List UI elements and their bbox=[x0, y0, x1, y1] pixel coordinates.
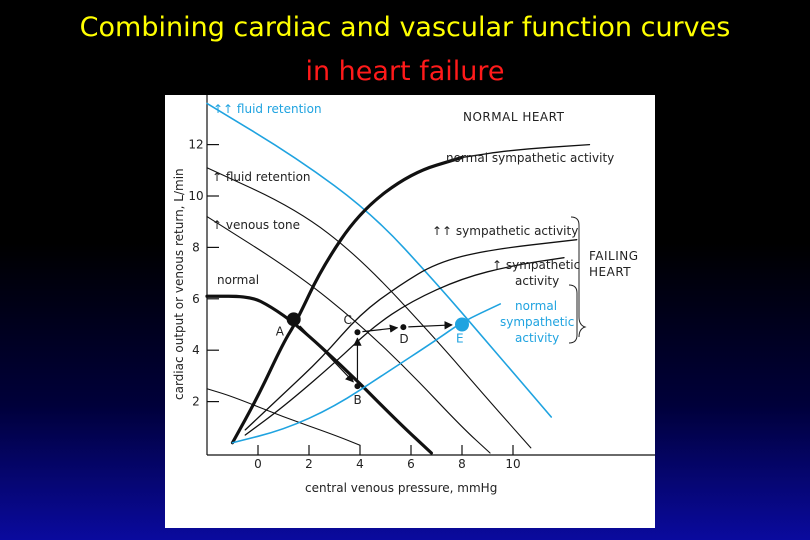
label-sympathetic-1a: ↑ sympathetic bbox=[492, 258, 581, 272]
label-heart: HEART bbox=[589, 265, 632, 279]
label-failing: FAILING bbox=[589, 249, 639, 263]
y-tick-label-2: 2 bbox=[192, 394, 200, 409]
label-sympathetic-2: ↑↑ sympathetic activity bbox=[432, 224, 579, 238]
vascular-curve-2 bbox=[207, 217, 490, 453]
x-tick-label-0: 0 bbox=[254, 457, 262, 471]
y-tick-label-8: 8 bbox=[192, 240, 200, 255]
title-line-2: in heart failure bbox=[305, 56, 505, 87]
point-label-D: D bbox=[399, 332, 409, 347]
y-axis-label: cardiac output or venous return, L/min bbox=[172, 168, 186, 400]
label-fluid-retention-1: ↑ fluid retention bbox=[212, 170, 311, 184]
title-line-1: Combining cardiac and vascular function curves bbox=[79, 12, 731, 43]
bracket-failing-bottom bbox=[569, 285, 577, 343]
x-tick-label-2: 2 bbox=[305, 457, 313, 471]
point-label-E: E bbox=[456, 331, 464, 346]
point-label-B: B bbox=[353, 393, 362, 408]
label-venous-tone: ↑ venous tone bbox=[212, 218, 301, 232]
point-E bbox=[455, 318, 469, 332]
x-tick-label-4: 4 bbox=[356, 457, 364, 471]
point-C bbox=[354, 329, 360, 335]
axes bbox=[207, 95, 655, 455]
x-axis-label: central venous pressure, mmHg bbox=[305, 481, 498, 495]
cardiac-vascular-chart bbox=[165, 95, 655, 528]
x-tick-label-10: 10 bbox=[505, 457, 521, 471]
arrow-C-D bbox=[362, 328, 397, 332]
slide-title bbox=[0, 6, 810, 94]
y-tick-label-6: 6 bbox=[192, 291, 200, 306]
arrow-D-E bbox=[408, 325, 452, 327]
label-blue-normal-a: normal bbox=[515, 299, 558, 313]
point-label-C: C bbox=[343, 313, 352, 328]
label-blue-normal-c: activity bbox=[515, 331, 560, 345]
x-tick-label-8: 8 bbox=[458, 457, 466, 471]
arrow-A-B bbox=[300, 326, 353, 382]
point-B bbox=[354, 383, 360, 389]
point-D bbox=[400, 324, 406, 330]
label-blue-normal-b: sympathetic bbox=[500, 315, 575, 329]
cardiac-curve-0 bbox=[233, 157, 463, 442]
x-tick-label-6: 6 bbox=[407, 457, 415, 471]
point-label-A: A bbox=[275, 324, 284, 339]
label-normal-sympathetic: normal sympathetic activity bbox=[446, 151, 615, 165]
label-sympathetic-1b: activity bbox=[515, 274, 560, 288]
label-fluid-retention-2: ↑↑ fluid retention bbox=[213, 102, 322, 116]
label-normal-heart: NORMAL HEART bbox=[463, 110, 565, 124]
point-A bbox=[287, 312, 301, 326]
y-tick-label-4: 4 bbox=[192, 343, 200, 358]
y-tick-label-12: 12 bbox=[188, 137, 204, 152]
label-normal-venous-return: normal bbox=[217, 273, 260, 287]
chart-figure bbox=[165, 95, 655, 528]
y-tick-label-10: 10 bbox=[188, 189, 204, 203]
vascular-curve-4 bbox=[207, 389, 360, 446]
